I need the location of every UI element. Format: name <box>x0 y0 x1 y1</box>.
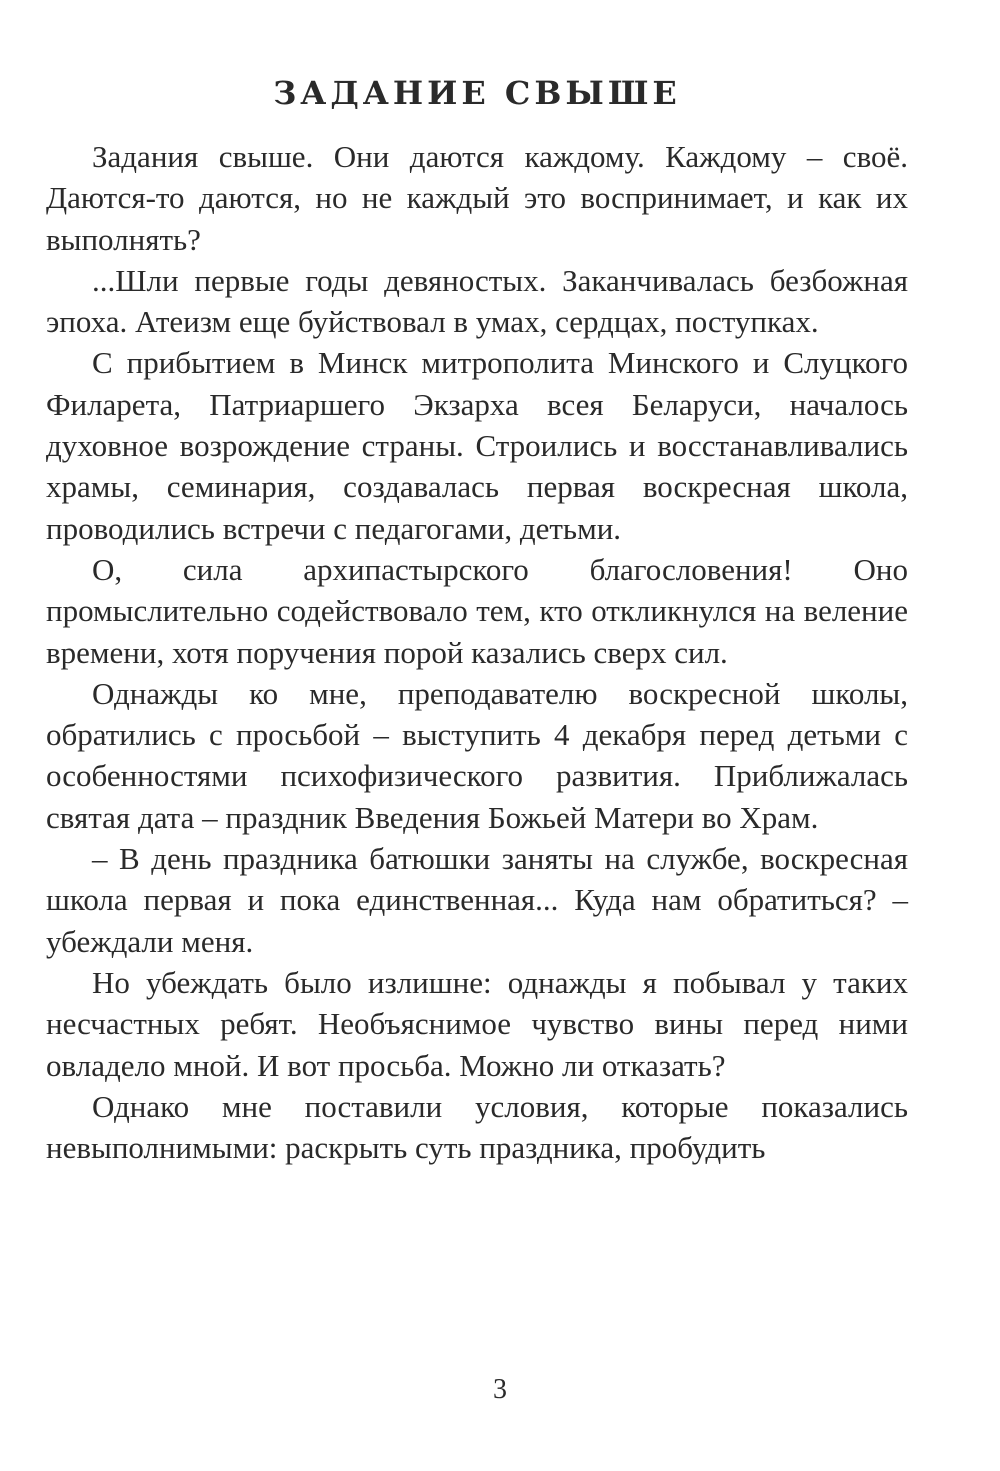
paragraph-1: Задания свыше. Они даются каждому. Каждому – своё. Даются-то даются, но не каждый это воспринимает, и как их выполнять? <box>46 139 908 257</box>
paragraph-5: Однажды ко мне, преподавателю воскресной школы, обратились с просьбой – выступить 4 декабря перед детьми с особенностями психофизического развития. Приближалась святая дата – праздник Введения Божьей Матери во Храм. <box>46 675 908 835</box>
paragraph-2: ...Шли первые годы девяностых. Заканчивалась безбожная эпоха. Атеизм еще буйствовал в умах, сердцах, поступках. <box>46 262 908 340</box>
chapter-title: ЗАДАНИЕ СВЫШЕ <box>273 74 681 112</box>
page-body <box>46 70 908 1168</box>
paragraph-3: С прибытием в Минск митрополита Минского и Слуцкого Филарета, Патриаршего Экзарха всея Беларуси, началось духовное возрождение страны. Строились и восстанавливались храмы, семинария, создавалась первая воскресная школа, проводились встречи с педагогами, детьми. <box>46 345 908 546</box>
page-number: 3 <box>493 1374 507 1405</box>
paragraph-4: О, сила архипастырского благословения! Оно промыслительно содействовало тем, кто откликнулся на веление времени, хотя поручения порой казались сверх сил. <box>46 551 908 670</box>
paragraph-8: Однако мне поставили условия, которые показались невыполнимыми: раскрыть суть праздника, пробудить <box>46 1088 908 1166</box>
paragraph-7: Но убеждать было излишне: однажды я побывал у таких несчастных ребят. Необъяснимое чувство вины перед ними овладело мной. И вот просьба. Можно ли отказать? <box>46 964 908 1083</box>
paragraph-6: – В день праздника батюшки заняты на службе, воскресная школа первая и пока единственная... Куда нам обратиться? – убеждали меня. <box>46 841 908 959</box>
